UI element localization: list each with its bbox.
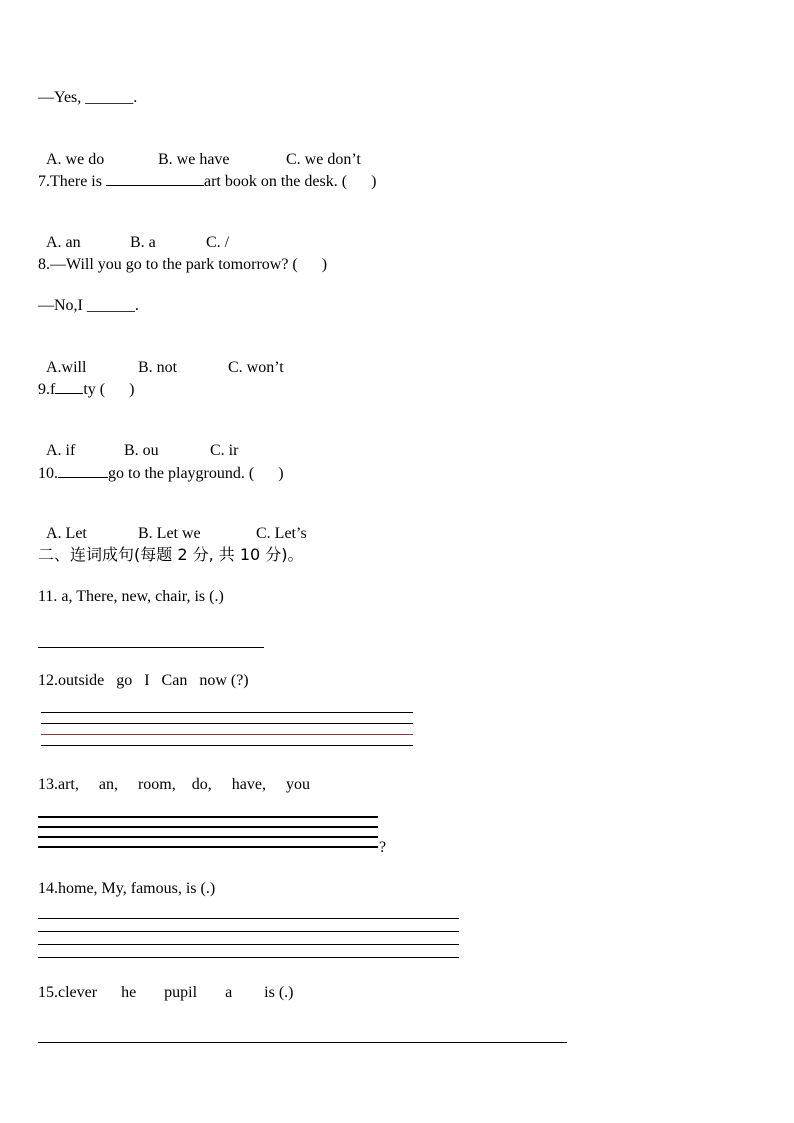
q10-text-after: go to the playground. ( )	[108, 465, 284, 482]
q9-text-after: ty ( )	[83, 381, 135, 398]
q13-prompt: 13.art, an, room, do, have, you	[38, 776, 310, 793]
q12-writing-line-1[interactable]	[41, 712, 413, 713]
q7-number: 7.	[38, 173, 50, 190]
q8-question: 8.—Will you go to the park tomorrow? ( )	[38, 256, 328, 273]
q7-text-after: art book on the desk. ( )	[203, 173, 377, 190]
q6-option-b[interactable]: B. we have	[158, 151, 230, 168]
q6-option-a[interactable]: A. we do	[46, 151, 105, 168]
q8-options	[38, 338, 284, 378]
q10-answer-blank[interactable]	[58, 463, 108, 478]
q7-options	[38, 213, 229, 253]
q10-option-b[interactable]: B. Let we	[138, 525, 201, 542]
q8-option-b[interactable]: B. not	[138, 359, 178, 376]
q7-option-c[interactable]: C. /	[206, 234, 230, 251]
q13-question-mark: ?	[379, 839, 387, 856]
q8-option-a[interactable]: A.will	[46, 359, 87, 376]
q12-writing-line-4[interactable]	[41, 745, 413, 746]
q7-option-a[interactable]: A. an	[46, 234, 81, 251]
q6-options	[38, 130, 361, 170]
q13-writing-line-2[interactable]	[38, 826, 378, 828]
q7-question	[38, 171, 376, 192]
q6-option-c[interactable]: C. we don’t	[286, 151, 361, 168]
q9-options	[38, 421, 238, 461]
q14-writing-line-1[interactable]	[38, 918, 459, 919]
section-2-heading: 二、连词成句(每题 2 分, 共 10 分)。	[38, 545, 304, 564]
q10-options	[38, 504, 307, 544]
q9-option-c[interactable]: C. ir	[210, 442, 239, 459]
q9-answer-blank[interactable]	[55, 379, 83, 394]
q13-writing-line-1[interactable]	[38, 816, 378, 818]
q15-answer-line[interactable]	[38, 1042, 567, 1043]
q9-question	[38, 379, 134, 400]
q9-option-b[interactable]: B. ou	[124, 442, 159, 459]
q14-writing-line-2[interactable]	[38, 931, 459, 932]
q10-text-before: 10.	[38, 465, 58, 482]
q11-answer-line[interactable]	[38, 647, 264, 648]
q7-option-b[interactable]: B. a	[130, 234, 156, 251]
q10-option-a[interactable]: A. Let	[46, 525, 87, 542]
q14-prompt: 14.home, My, famous, is (.)	[38, 880, 216, 897]
q7-text-before: There is	[50, 173, 106, 190]
q9-option-a[interactable]: A. if	[46, 442, 76, 459]
q12-prompt: 12.outside go I Can now (?)	[38, 672, 249, 689]
q11-prompt: 11. a, There, new, chair, is (.)	[38, 588, 224, 605]
q15-prompt: 15.clever he pupil a is (.)	[38, 984, 294, 1001]
q10-option-c[interactable]: C. Let’s	[256, 525, 307, 542]
q10-question	[38, 463, 284, 484]
q8-option-c[interactable]: C. won’t	[228, 359, 284, 376]
q12-writing-line-2[interactable]	[41, 723, 413, 724]
q14-writing-line-4[interactable]	[38, 957, 459, 958]
q9-text-before: 9.f	[38, 381, 56, 398]
q8-answer-line: —No,I ______.	[38, 297, 139, 314]
q13-writing-line-4[interactable]	[38, 846, 378, 848]
q13-writing-line-3[interactable]	[38, 836, 378, 838]
q6-answer-line: —Yes, ______.	[38, 89, 138, 106]
q14-writing-line-3[interactable]	[38, 944, 459, 945]
q7-answer-blank[interactable]	[106, 171, 204, 186]
q12-writing-line-3[interactable]	[41, 734, 413, 735]
